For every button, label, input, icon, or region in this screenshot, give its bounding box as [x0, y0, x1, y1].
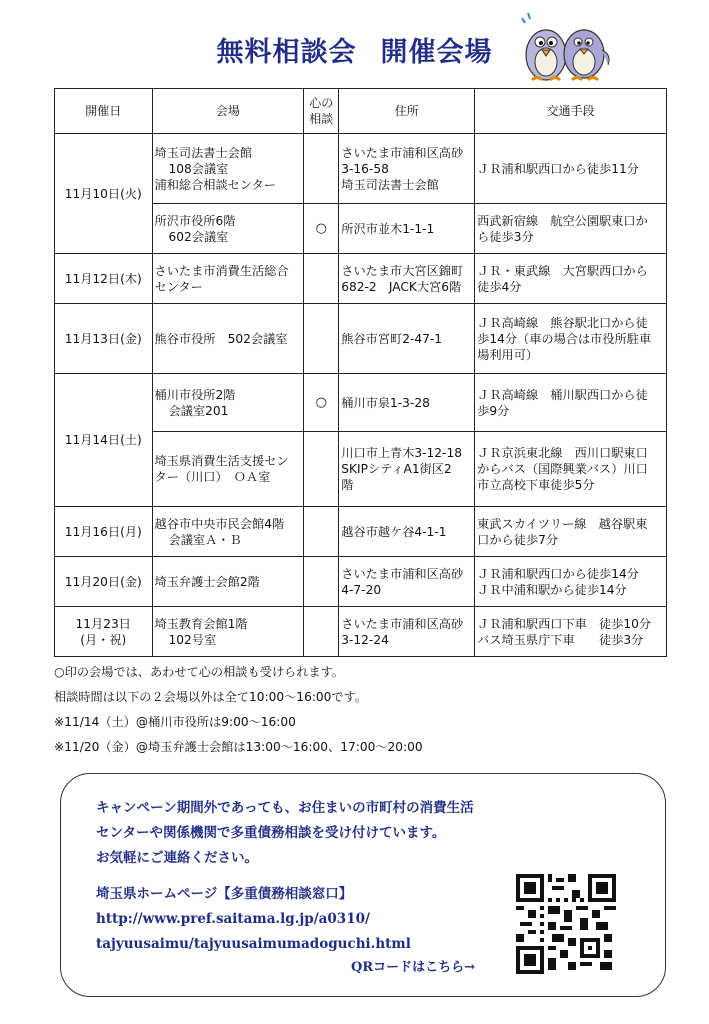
- counsel-cell: ○: [304, 374, 339, 432]
- title-part2: 開催会場: [380, 37, 493, 68]
- table-header-row: [55, 89, 667, 134]
- homepage-url-1[interactable]: http://www.pref.saitama.lg.jp/a0310/: [96, 911, 370, 927]
- note-bengoshi: ※11/20（金）@埼玉弁護士会館は13:00～16:00、17:00～20:00: [54, 740, 423, 754]
- table-row: [55, 607, 667, 657]
- info-box: [60, 773, 666, 997]
- address-cell: さいたま市浦和区高砂 4-7-20: [339, 557, 475, 607]
- venue-cell: 熊谷市役所 502会議室: [152, 304, 304, 374]
- counsel-cell: [304, 304, 339, 374]
- schedule-table: [54, 88, 667, 657]
- address-cell: 所沢市並木1-1-1: [339, 204, 475, 254]
- date-cell: 11月14日(土): [55, 374, 153, 507]
- campaign-line3: お気軽にご連絡ください。: [96, 850, 258, 866]
- date-cell: 11月12日(木): [55, 254, 153, 304]
- date-cell: 11月23日 (月・祝): [55, 607, 153, 657]
- title-part1: 無料相談会: [216, 37, 357, 68]
- counsel-cell: [304, 432, 339, 507]
- header-address: 住所: [339, 89, 475, 134]
- venue-cell: 埼玉教育会館1階 102号室: [152, 607, 304, 657]
- qr-label: QRコードはこちら→: [351, 960, 476, 975]
- note-okegawa: ※11/14（土）@桶川市役所は9:00～16:00: [54, 715, 296, 729]
- address-cell: さいたま市浦和区高砂 3-12-24: [339, 607, 475, 657]
- counsel-cell: ○: [304, 204, 339, 254]
- table-row: [55, 304, 667, 374]
- address-cell: さいたま市大宮区錦町 682-2 JACK大宮6階: [339, 254, 475, 304]
- homepage-label: 埼玉県ホームページ【多重債務相談窓口】: [96, 886, 353, 902]
- venue-cell: 桶川市役所2階 会議室201: [152, 374, 304, 432]
- address-cell: 川口市上青木3-12-18 SKIPシティA1街区2 階: [339, 432, 475, 507]
- address-cell: さいたま市浦和区高砂 3-16-58 埼玉司法書士会館: [339, 134, 475, 204]
- table-row: [55, 557, 667, 607]
- table-row: [55, 254, 667, 304]
- header-date: 開催日: [55, 89, 153, 134]
- access-cell: ＪＲ・東武線 大宮駅西口から 徒歩4分: [475, 254, 667, 304]
- note-circle: ○印の会場では、あわせて心の相談も受けられます。: [54, 665, 344, 679]
- venue-cell: 所沢市役所6階 602会議室: [152, 204, 304, 254]
- access-cell: ＪＲ高崎線 桶川駅西口から徒 歩9分: [475, 374, 667, 432]
- note-hours: 相談時間は以下の２会場以外は全て10:00～16:00です。: [54, 690, 368, 704]
- header-access: 交通手段: [475, 89, 667, 134]
- homepage-url-2[interactable]: tajyuusaimu/tajyuusaimumadoguchi.html: [96, 936, 411, 952]
- header-counsel: 心の 相談: [304, 89, 339, 134]
- notes: [54, 660, 423, 760]
- access-cell: 東武スカイツリー線 越谷駅東 口から徒歩7分: [475, 507, 667, 557]
- qr-code-icon[interactable]: [516, 874, 616, 974]
- counsel-cell: [304, 507, 339, 557]
- homepage-info: [96, 882, 411, 957]
- venue-cell: 埼玉司法書士会館 108会議室 浦和総合相談センター: [152, 134, 304, 204]
- venue-cell: 埼玉県消費生活支援セン ター（川口） ＯＡ室: [152, 432, 304, 507]
- date-cell: 11月20日(金): [55, 557, 153, 607]
- table-row: [55, 507, 667, 557]
- mascot-birds-icon: [518, 10, 613, 85]
- access-cell: ＪＲ京浜東北線 西川口駅東口 からバス（国際興業バス）川口 市立高校下車徒歩5分: [475, 432, 667, 507]
- access-cell: 西武新宿線 航空公園駅東口か ら徒歩3分: [475, 204, 667, 254]
- campaign-line1: キャンペーン期間外であっても、お住まいの市町村の消費生活: [96, 800, 474, 816]
- table-row: [55, 134, 667, 204]
- access-cell: ＪＲ浦和駅西口から徒歩14分 ＪＲ中浦和駅から徒歩14分: [475, 557, 667, 607]
- address-cell: 越谷市越ケ谷4-1-1: [339, 507, 475, 557]
- counsel-cell: [304, 557, 339, 607]
- table-row: [55, 374, 667, 432]
- access-cell: ＪＲ浦和駅西口下車 徒歩10分 バス埼玉県庁下車 徒歩3分: [475, 607, 667, 657]
- campaign-line2: センターや関係機関で多重債務相談を受け付けています。: [96, 825, 446, 841]
- header-venue: 会場: [152, 89, 304, 134]
- venue-cell: さいたま市消費生活総合 センター: [152, 254, 304, 304]
- venue-cell: 埼玉弁護士会館2階: [152, 557, 304, 607]
- date-cell: 11月13日(金): [55, 304, 153, 374]
- address-cell: 桶川市泉1-3-28: [339, 374, 475, 432]
- counsel-cell: [304, 134, 339, 204]
- counsel-cell: [304, 254, 339, 304]
- access-cell: ＪＲ高崎線 熊谷駅北口から徒 歩14分（車の場合は市役所駐車 場利用可）: [475, 304, 667, 374]
- date-cell: 11月10日(火): [55, 134, 153, 254]
- campaign-text: [96, 796, 474, 871]
- counsel-cell: [304, 607, 339, 657]
- address-cell: 熊谷市宮町2-47-1: [339, 304, 475, 374]
- date-cell: 11月16日(月): [55, 507, 153, 557]
- venue-cell: 越谷市中央市民会館4階 会議室Ａ・Ｂ: [152, 507, 304, 557]
- access-cell: ＪＲ浦和駅西口から徒歩11分: [475, 134, 667, 204]
